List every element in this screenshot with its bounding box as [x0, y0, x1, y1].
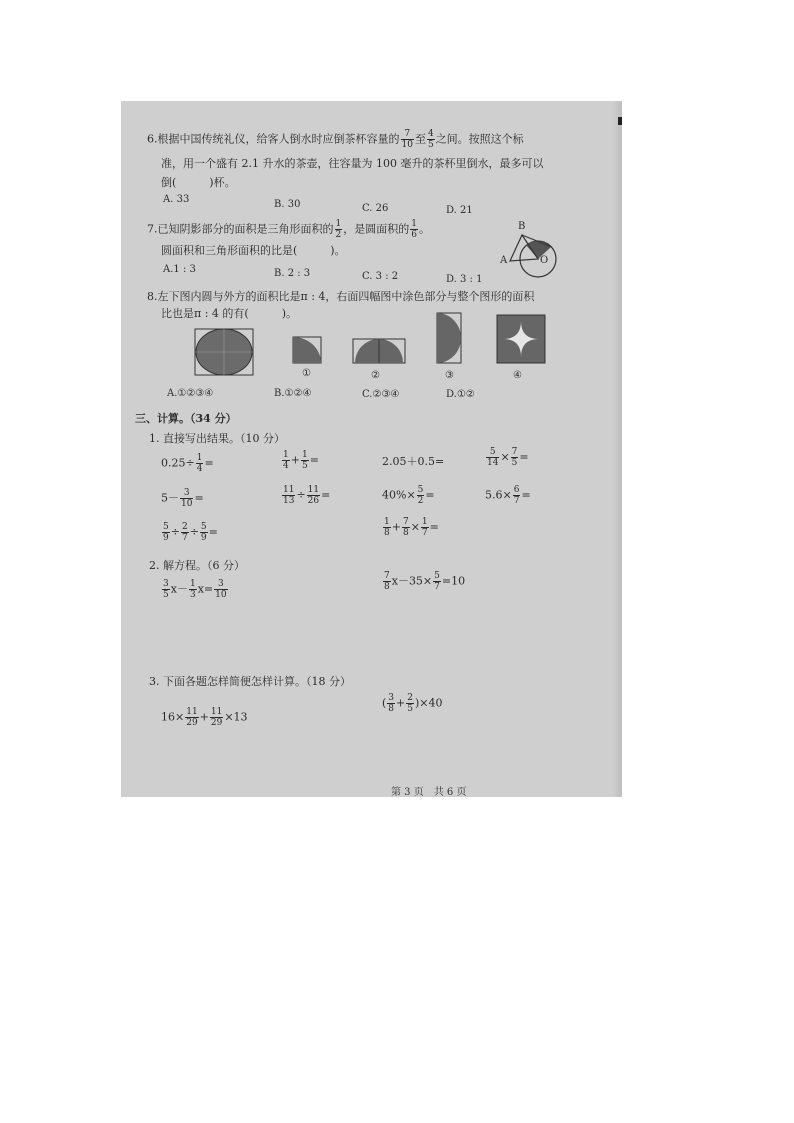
q8-line1: 8.左下图内圆与外方的面积比是π : 4，右面四幅图中涂色部分与整个图形的面积: [147, 290, 535, 303]
calc-5: 5－ $\frac{3}{10}$ =: [161, 488, 204, 509]
calc-8: 5.6× $\frac{6}{7}$ =: [485, 485, 531, 506]
scanned-exam-page: [121, 101, 622, 797]
equation-1: $\frac{3}{5}$ x－ $\frac{1}{3}$ x= $\frac{3}{10}$: [163, 579, 227, 600]
q6-option-d: D. 21: [446, 205, 473, 216]
page-number: 第 3 页: [391, 787, 424, 797]
part-1-heading: 1. 直接写出结果。（10 分）: [149, 432, 285, 445]
simplify-2: ( $\frac{3}{8}$ + $\frac{2}{5}$ )×40: [382, 693, 443, 714]
page-total: 共 6 页: [433, 787, 467, 797]
q8-label-3: ③: [445, 370, 454, 381]
part-3-heading: 3. 下面各题怎样简便怎样计算。（18 分）: [149, 675, 351, 688]
calc-1: 0.25÷ $\frac{1}{4}$ =: [161, 453, 214, 474]
q8-label-2: ②: [371, 370, 380, 381]
calc-6: $\frac{11}{13}$ ÷ $\frac{11}{26}$ =: [283, 485, 331, 506]
calc-2: $\frac{1}{4}$ + $\frac{1}{5}$ =: [283, 450, 319, 471]
calc-3: 2.05＋0.5=: [382, 455, 445, 468]
q7-option-b: B. 2 : 3: [274, 268, 311, 279]
q8-option-c: C.②③④: [362, 389, 400, 400]
q7-label-a: A: [500, 255, 508, 266]
q7-option-c: C. 3 : 2: [362, 271, 399, 282]
q8-circle-in-square: [195, 329, 255, 377]
q6-option-a: A. 33: [163, 194, 190, 205]
q8-label-4: ④: [513, 370, 522, 381]
q8-figure-2: [353, 339, 409, 367]
q7-option-d: D. 3 : 1: [446, 274, 483, 285]
q7-option-a: A.1 : 3: [163, 264, 196, 275]
q8-label-1: ①: [302, 368, 311, 379]
simplify-1: 16× $\frac{11}{29}$ + $\frac{11}{29}$ ×13: [161, 707, 248, 728]
q6-option-c: C. 26: [362, 203, 389, 214]
equation-2: $\frac{7}{8}$ x－35× $\frac{5}{7}$ =10: [384, 571, 466, 592]
q7-line1: 7.已知阴影部分的面积是三角形面积的 $\frac{1}{2}$ ，是圆面积的 $\frac{1}{6}$ 。: [147, 219, 430, 240]
q7-label-b: B: [518, 221, 526, 232]
calc-10: $\frac{1}{8}$ + $\frac{7}{8}$ × $\frac{1}{7}$ =: [384, 517, 439, 538]
q6-line3: 倒( )杯。: [161, 176, 236, 189]
q7-triangle-circle-figure: [496, 219, 566, 279]
calc-7: 40%× $\frac{5}{2}$ =: [382, 485, 435, 506]
calc-9: $\frac{5}{9}$ ÷ $\frac{2}{7}$ ÷ $\frac{5}{9}$ =: [163, 522, 218, 543]
part-2-heading: 2. 解方程。（6 分）: [149, 559, 245, 572]
page-shadow: [612, 101, 622, 797]
q8-figure-3: [437, 313, 465, 365]
q8-option-d: D.①②: [446, 389, 475, 400]
q8-option-b: B.①②④: [274, 388, 312, 399]
q8-line2: 比也是π : 4 的有( )。: [161, 307, 298, 320]
q8-option-a: A.①②③④: [167, 388, 214, 399]
calc-4: $\frac{5}{14}$ × $\frac{7}{5}$ =: [487, 447, 529, 468]
section-3-title: 三、计算。（34 分）: [135, 412, 237, 425]
q7-label-o: O: [540, 255, 549, 266]
q8-figure-1: [293, 337, 323, 365]
q6-line2: 准，用一个盛有 2.1 升水的茶壶，往容量为 100 毫升的茶杯里倒水，最多可以: [161, 157, 544, 170]
q8-figure-4: [497, 315, 547, 365]
q6-option-b: B. 30: [274, 199, 301, 210]
q7-line2: 圆面积和三角形面积的比是( )。: [161, 244, 346, 257]
corner-mark: [618, 117, 622, 125]
q6-line1: 6.根据中国传统礼仪，给客人倒水时应倒茶杯容量的 $\frac{7}{10}$ 至 $\frac{4}{5}$ 之间。按照这个标: [147, 129, 524, 150]
page-footer: [391, 783, 476, 797]
